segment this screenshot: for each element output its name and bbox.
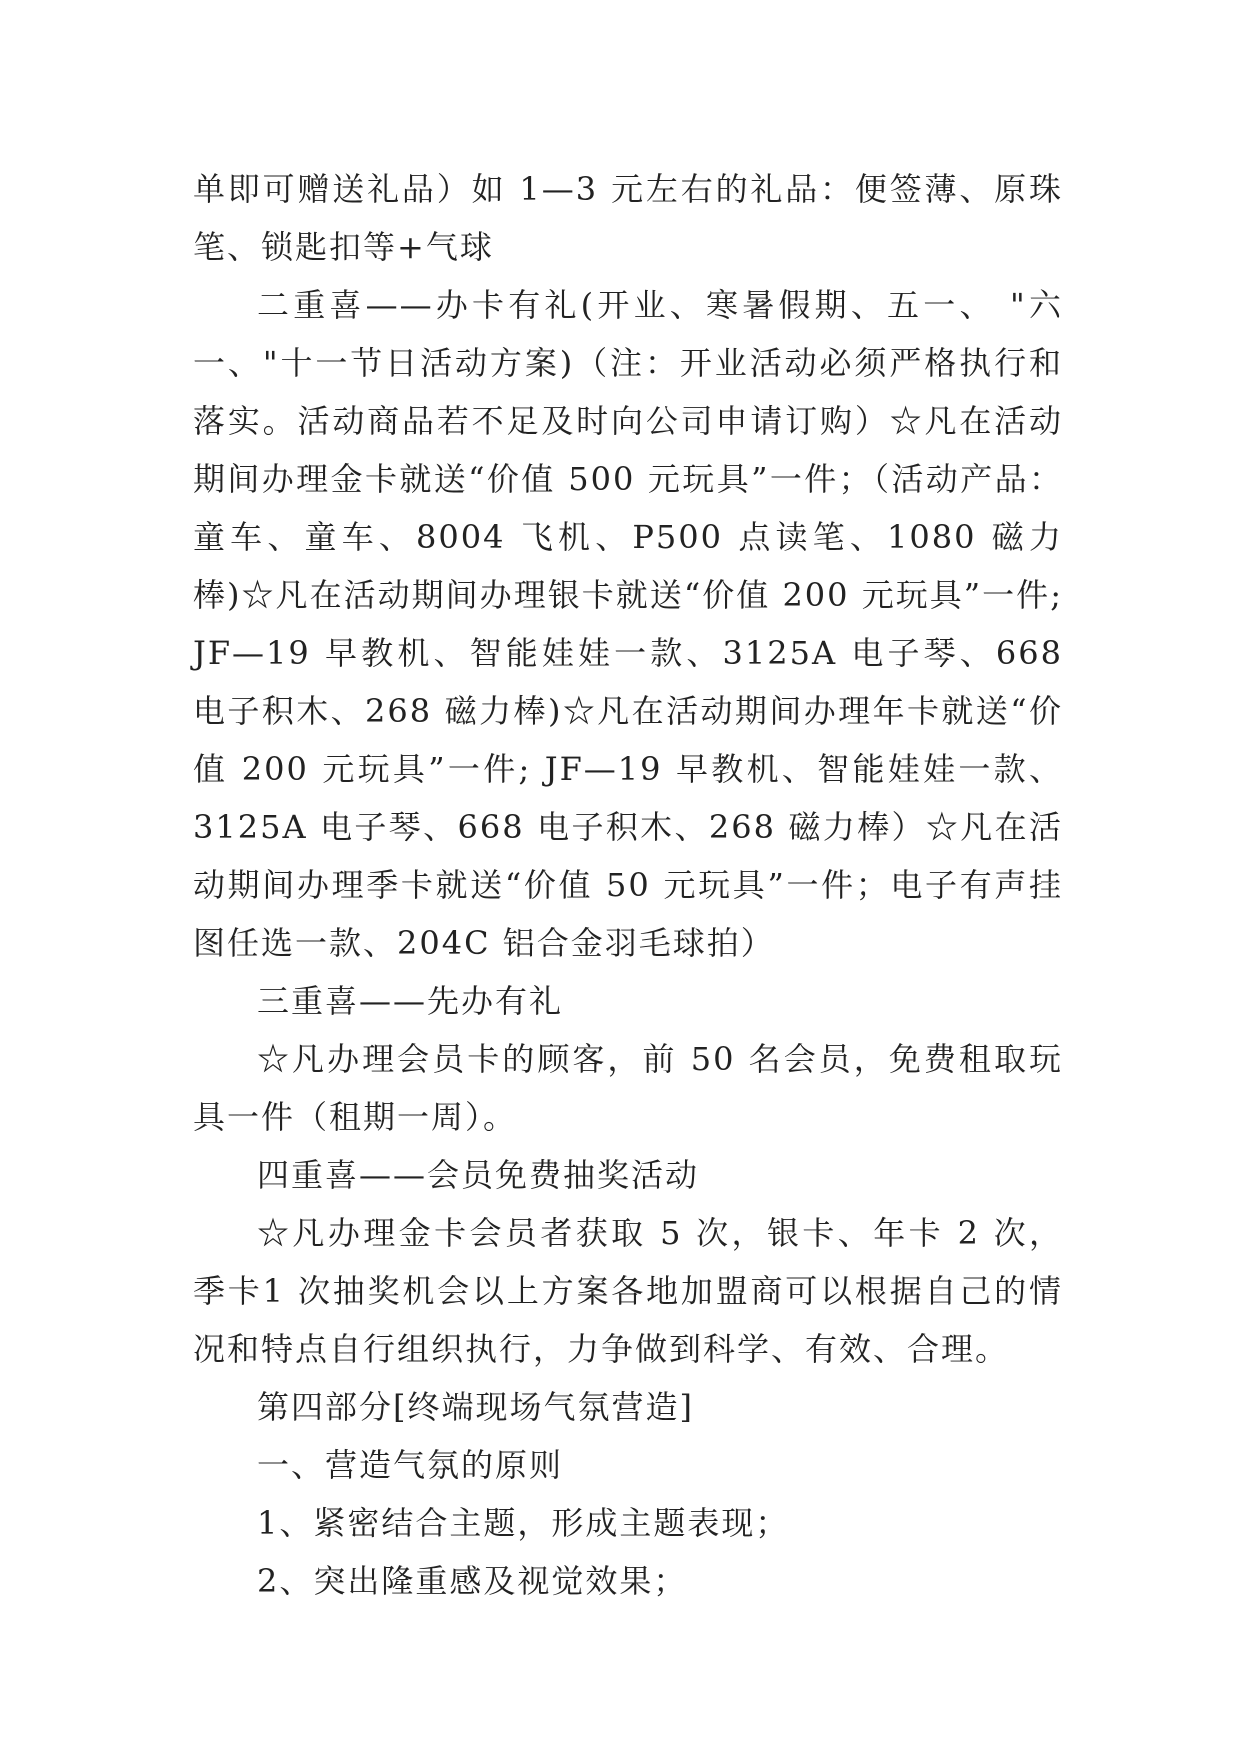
paragraph-fourth-offer: ☆凡办理金卡会员者获取 5 次，银卡、年卡 2 次，季卡1 次抽奖机会以上方案各地加盟商可以根据自己的情况和特点自行组织执行，力争做到科学、有效、合理。 xyxy=(193,1214,1063,1368)
heading-third-offer: 三重喜——先办有礼 xyxy=(257,982,564,1020)
paragraph-third-offer: ☆凡办理会员卡的顾客，前 50 名会员，免费租取玩具一件（租期一周）。 xyxy=(193,1040,1063,1136)
list-item-principle-2: 2、突出隆重感及视觉效果； xyxy=(257,1562,688,1600)
document-body xyxy=(193,160,1063,1610)
heading-fourth-offer: 四重喜——会员免费抽奖活动 xyxy=(257,1156,700,1194)
paragraph-second-offer: 二重喜——办卡有礼(开业、寒暑假期、五一、 "六一、"十一节日活动方案)（注：开业活动必须严格执行和落实。活动商品若不足及时向公司申请订购）☆凡在活动期间办理金卡就送“价值 500 元玩具”一件；（活动产品：童车、童车、8004 飞机、P500 点读笔、1080 磁力棒)☆凡在活动期间办理银卡就送“价值 200 元玩具”一件; JF—19 早教机、智能娃娃一款、3125A 电子琴、668 电子积木、268 磁力棒)☆凡在活动期间办理年卡就送“价值 200 元玩具”一件; JF—19 早教机、智能娃娃一款、3125A 电子琴、668 电子积木、268 磁力棒）☆凡在活动期间办理季卡就送“价值 50 元玩具”一件；电子有声挂图任选一款、204C 铝合金羽毛球拍） xyxy=(193,286,1063,962)
list-item-principle-1: 1、紧密结合主题，形成主题表现； xyxy=(257,1504,790,1542)
subheading-principles: 一、营造气氛的原则 xyxy=(257,1446,564,1484)
paragraph-gift-continuation: 单即可赠送礼品）如 1—3 元左右的礼品：便签薄、原珠笔、锁匙扣等+气球 xyxy=(193,170,1063,266)
section-heading-part-four: 第四部分[终端现场气氛营造] xyxy=(257,1388,694,1426)
